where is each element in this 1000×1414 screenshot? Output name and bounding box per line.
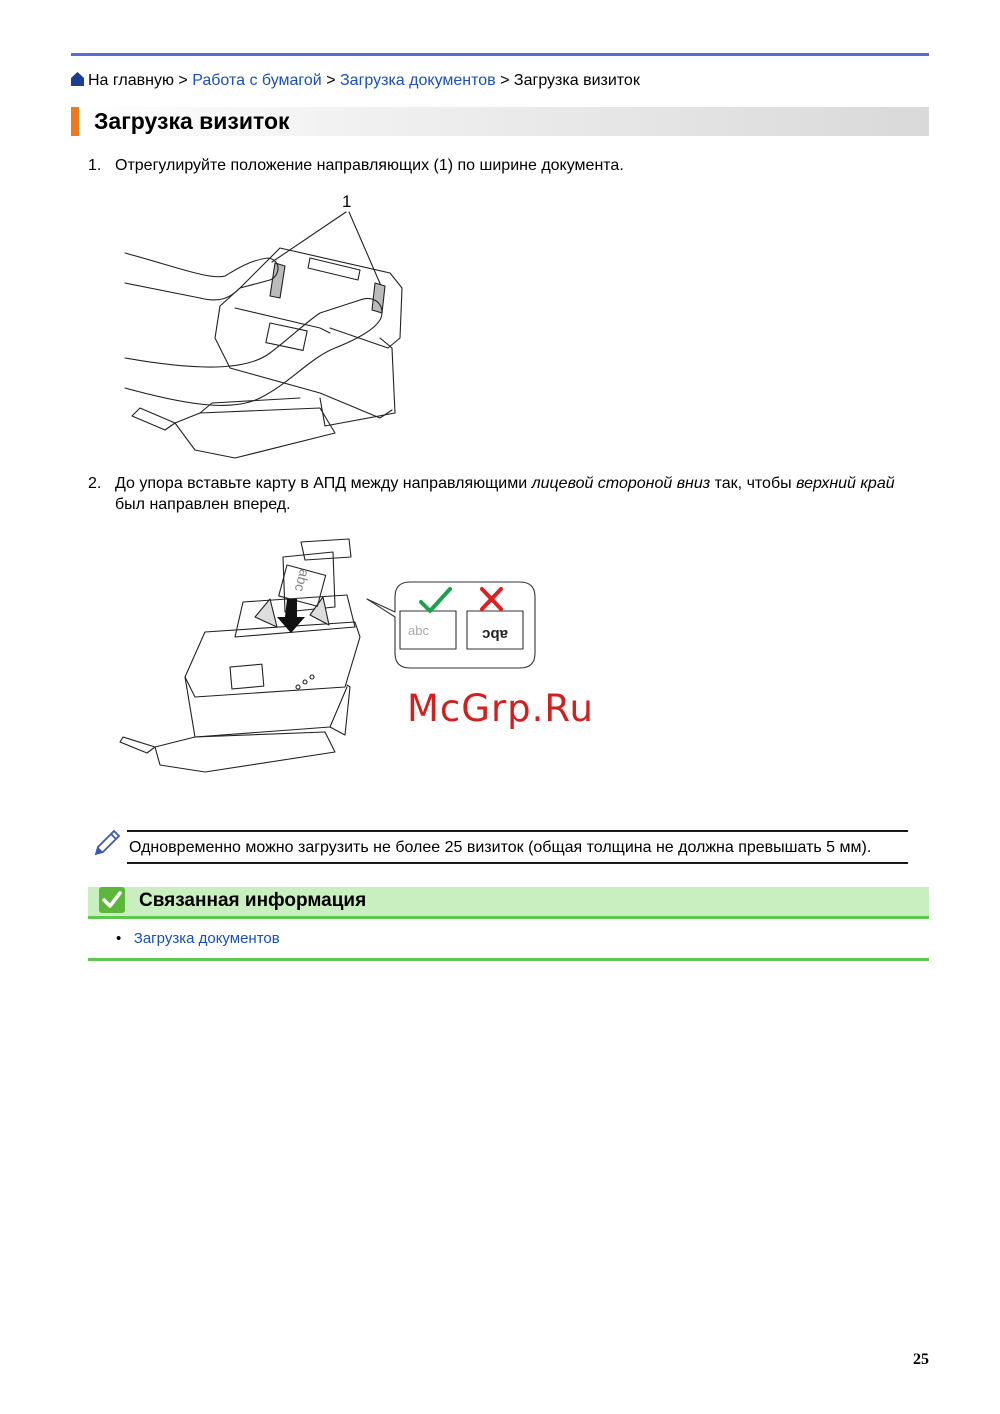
adjust-guides-illustration <box>120 188 420 460</box>
bullet: • <box>116 930 122 947</box>
note-rule-top <box>127 830 908 832</box>
breadcrumb <box>71 71 640 91</box>
check-ok-icon <box>421 589 450 611</box>
breadcrumb-link-documents[interactable]: Загрузка документов <box>340 72 496 89</box>
related-link-documents[interactable]: Загрузка документов <box>133 930 280 947</box>
home-icon[interactable] <box>71 72 84 86</box>
related-info-rule <box>88 916 929 919</box>
related-info-bottom-rule <box>88 958 929 961</box>
pencil-icon <box>92 826 124 858</box>
list-item <box>116 929 280 948</box>
step-text: До упора вставьте карту в АПД между направляющими лицевой стороной вниз так, чтобы верхний край был направлен вперед. <box>115 475 895 513</box>
page-number: 25 <box>913 1351 929 1368</box>
callout-label: 1 <box>342 192 352 211</box>
note-text: Одновременно можно загрузить не более 25 визиток (общая толщина не должна превышать 5 мм). <box>129 839 872 856</box>
card-label: abc <box>482 626 508 643</box>
watermark-text: McGrp.Ru <box>407 687 594 730</box>
related-info-title: Связанная информация <box>139 890 367 911</box>
breadcrumb-separator: > <box>326 72 336 89</box>
breadcrumb-separator: > <box>500 72 510 89</box>
breadcrumb-link-paper[interactable]: Работа с бумагой <box>192 72 322 89</box>
checkbox-icon <box>98 886 126 914</box>
title-accent <box>71 107 79 136</box>
svg-text:abc: abc <box>408 623 429 638</box>
breadcrumb-home[interactable]: На главную <box>88 72 174 89</box>
svg-text:abc: abc <box>291 567 313 594</box>
cross-bad-icon <box>482 589 501 609</box>
step-text: Отрегулируйте положение направляющих (1) по ширине документа. <box>115 157 624 174</box>
step-number: 1. <box>88 157 102 174</box>
note-rule-bottom <box>127 862 908 864</box>
step-number: 2. <box>88 475 102 492</box>
insert-card-illustration <box>115 537 545 787</box>
page-title-bar <box>71 107 929 136</box>
top-rule <box>71 53 929 56</box>
breadcrumb-separator: > <box>178 72 188 89</box>
breadcrumb-current: Загрузка визиток <box>513 72 640 89</box>
page-title: Загрузка визиток <box>94 108 290 134</box>
